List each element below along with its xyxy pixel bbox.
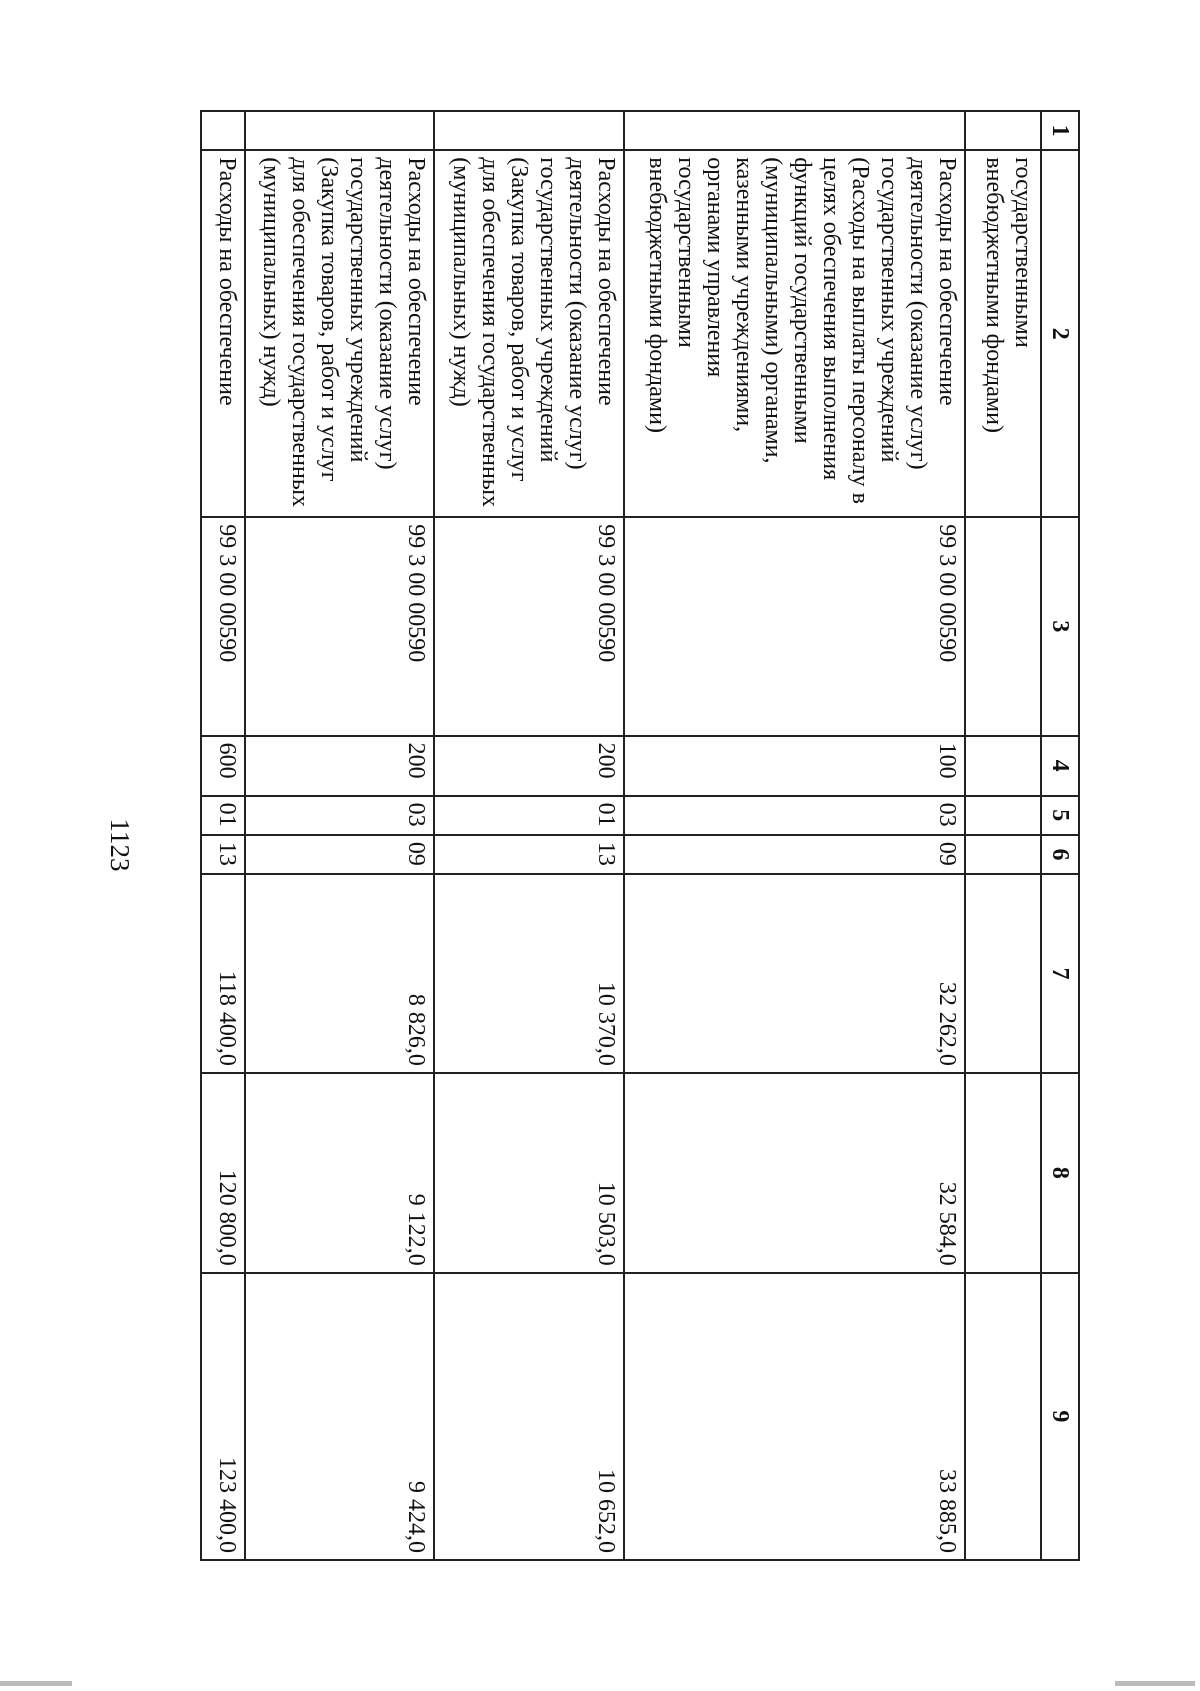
scan-artifact-right	[1115, 1681, 1195, 1686]
cell-amount-year1: 10 370,0	[434, 874, 624, 1073]
cell-subsection	[965, 835, 1041, 874]
table-row	[624, 111, 965, 1560]
cell-section	[965, 796, 1041, 835]
cell-target-code: 99 3 00 00590	[624, 517, 965, 735]
col-header-8: 8	[1041, 1073, 1079, 1273]
cell-subsection: 09	[624, 835, 965, 874]
cell-amount-year2: 10 503,0	[434, 1073, 624, 1273]
cell-amount-year1: 32 262,0	[624, 874, 965, 1073]
col-header-6: 6	[1041, 835, 1079, 874]
col-header-5: 5	[1041, 796, 1079, 835]
col-header-9: 9	[1041, 1273, 1079, 1560]
budget-table	[200, 110, 1080, 1561]
cell-subsection: 09	[245, 835, 435, 874]
table-row	[201, 111, 245, 1560]
cell-description: государственными внебюджетными фондами)	[965, 150, 1041, 517]
cell-index	[201, 111, 245, 150]
cell-expense-type	[965, 736, 1041, 796]
table-row	[965, 111, 1041, 1560]
table-row	[434, 111, 624, 1560]
cell-amount-year1: 8 826,0	[245, 874, 435, 1073]
cell-amount-year1: 118 400,0	[201, 874, 245, 1073]
cell-section: 03	[624, 796, 965, 835]
cell-section: 03	[245, 796, 435, 835]
cell-amount-year3	[965, 1273, 1041, 1560]
scan-artifact-left	[0, 1681, 72, 1686]
cell-amount-year3: 123 400,0	[201, 1273, 245, 1560]
cell-description: Расходы на обеспечение деятельности (оказание услуг) государственных учреждений (Закупка товаров, работ и услуг для обеспечения государственных (муниципальных) нужд)	[245, 150, 435, 517]
col-header-3: 3	[1041, 517, 1079, 735]
cell-expense-type: 600	[201, 736, 245, 796]
cell-amount-year1	[965, 874, 1041, 1073]
cell-index	[624, 111, 965, 150]
cell-amount-year3: 33 885,0	[624, 1273, 965, 1560]
cell-amount-year2	[965, 1073, 1041, 1273]
cell-target-code: 99 3 00 00590	[201, 517, 245, 735]
cell-expense-type: 100	[624, 736, 965, 796]
cell-index	[245, 111, 435, 150]
cell-target-code: 99 3 00 00590	[245, 517, 435, 735]
cell-subsection: 13	[201, 835, 245, 874]
cell-description: Расходы на обеспечение деятельности (оказание услуг) государственных учреждений (Расходы на выплаты персоналу в целях обеспечения выполнения функций государственными (муниципальными) органами, казенными учреждениями, органами управления государственными внебюджетными фондами)	[624, 150, 965, 517]
cell-index	[965, 111, 1041, 150]
cell-index	[434, 111, 624, 150]
col-header-4: 4	[1041, 736, 1079, 796]
cell-target-code	[965, 517, 1041, 735]
cell-expense-type: 200	[245, 736, 435, 796]
cell-amount-year3: 10 652,0	[434, 1273, 624, 1560]
cell-amount-year2: 9 122,0	[245, 1073, 435, 1273]
cell-description: Расходы на обеспечение деятельности (оказание услуг) государственных учреждений (Закупка товаров, работ и услуг для обеспечения государственных (муниципальных) нужд)	[434, 150, 624, 517]
cell-description: Расходы на обеспечение	[201, 150, 245, 517]
cell-section: 01	[201, 796, 245, 835]
col-header-2: 2	[1041, 150, 1079, 517]
cell-amount-year2: 120 800,0	[201, 1073, 245, 1273]
cell-amount-year3: 9 424,0	[245, 1273, 435, 1560]
col-header-7: 7	[1041, 874, 1079, 1073]
header-row	[1041, 111, 1079, 1560]
cell-section: 01	[434, 796, 624, 835]
cell-amount-year2: 32 584,0	[624, 1073, 965, 1273]
rotated-table-container	[200, 110, 1080, 1561]
page-number: 1123	[105, 818, 135, 872]
col-header-1: 1	[1041, 111, 1079, 150]
table-row	[245, 111, 435, 1560]
cell-target-code: 99 3 00 00590	[434, 517, 624, 735]
cell-expense-type: 200	[434, 736, 624, 796]
cell-subsection: 13	[434, 835, 624, 874]
